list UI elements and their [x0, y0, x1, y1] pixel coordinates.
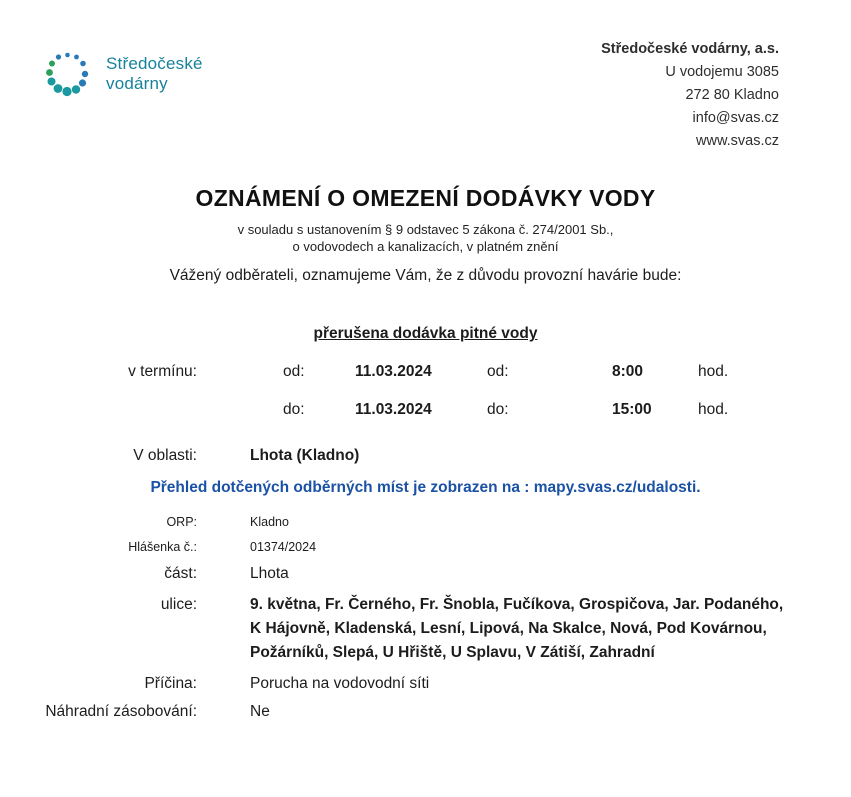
- legal-subtitle-line-2: o vodovodech a kanalizacích, v platném znění: [292, 239, 559, 254]
- company-website: www.svas.cz: [696, 133, 779, 149]
- area-label: V oblasti:: [133, 447, 197, 464]
- detail-row-hlasenka: [0, 540, 851, 554]
- streets-value: 9. května, Fr. Černého, Fr. Šnobla, Fučíkova, Grospičova, Jar. Podaného, K Hájovně, Kladenská, Lesní, Lipová, Na Skalce, Nová, Pod Kovárnou, Požárníků, Slepá, U Hřiště, U Splavu, V Zátiší, Zahradní: [250, 596, 784, 661]
- report-number-label: Hlášenka č.:: [128, 540, 197, 554]
- detail-row-nahradni: [0, 703, 851, 721]
- affected-locations-link[interactable]: Přehled dotčených odběrných míst je zobrazen na : mapy.svas.cz/udalosti.: [150, 479, 701, 496]
- to-time-prefix: do:: [487, 401, 509, 418]
- detail-row-cast: [0, 565, 851, 583]
- company-logo-icon: [38, 44, 98, 104]
- detail-row-pricina: [0, 675, 851, 693]
- area-value: Lhota (Kladno): [250, 447, 360, 464]
- company-street: U vodojemu 3085: [665, 64, 779, 80]
- from-prefix: od:: [283, 363, 305, 380]
- to-prefix: do:: [283, 401, 305, 418]
- alternative-supply-label: Náhradní zásobování:: [45, 703, 197, 720]
- company-logo-text: [106, 54, 203, 94]
- district-value: Lhota: [250, 565, 289, 582]
- streets-label: ulice:: [160, 596, 197, 613]
- logo-line-1: Středočeské: [106, 53, 203, 73]
- notice-body: [0, 185, 851, 721]
- company-name: Středočeské vodárny, a.s.: [601, 41, 779, 57]
- company-email: info@svas.cz: [692, 110, 779, 126]
- detail-row-ulice: [0, 593, 851, 665]
- schedule-section: [0, 363, 851, 419]
- cause-value: Porucha na vodovodní síti: [250, 675, 430, 692]
- area-row: [0, 447, 851, 465]
- schedule-row-to: [0, 401, 851, 419]
- legal-subtitle-line-1: v souladu s ustanovením § 9 odstavec 5 zákona č. 274/2001 Sb.,: [237, 222, 614, 237]
- legal-subtitle: [0, 221, 851, 255]
- details-section: [0, 515, 851, 721]
- page-title: OZNÁMENÍ O OMEZENÍ DODÁVKY VODY: [195, 185, 656, 211]
- page-header: [0, 0, 851, 153]
- company-logo: [38, 44, 203, 104]
- orp-label: ORP:: [166, 515, 197, 529]
- intro-text: Vážený odběrateli, oznamujeme Vám, že z důvodu provozní havárie bude:: [169, 267, 682, 284]
- cause-label: Příčina:: [144, 675, 197, 692]
- detail-row-orp: [0, 515, 851, 529]
- schedule-row-from: [0, 363, 851, 381]
- to-time-unit: hod.: [698, 401, 729, 418]
- to-time: 15:00: [612, 401, 652, 418]
- schedule-label: v termínu:: [128, 363, 197, 380]
- from-time: 8:00: [612, 363, 644, 380]
- alternative-supply-value: Ne: [250, 703, 270, 720]
- logo-line-2: vodárny: [106, 74, 168, 93]
- orp-value: Kladno: [250, 515, 289, 529]
- interruption-statement: přerušena dodávka pitné vody: [313, 325, 538, 342]
- company-city: 272 80 Kladno: [685, 87, 779, 103]
- district-label: část:: [164, 565, 197, 582]
- from-date: 11.03.2024: [355, 363, 432, 380]
- from-time-prefix: od:: [487, 363, 509, 380]
- from-time-unit: hod.: [698, 363, 729, 380]
- report-number-value: 01374/2024: [250, 540, 317, 554]
- to-date: 11.03.2024: [355, 401, 432, 418]
- company-address-block: [601, 38, 779, 153]
